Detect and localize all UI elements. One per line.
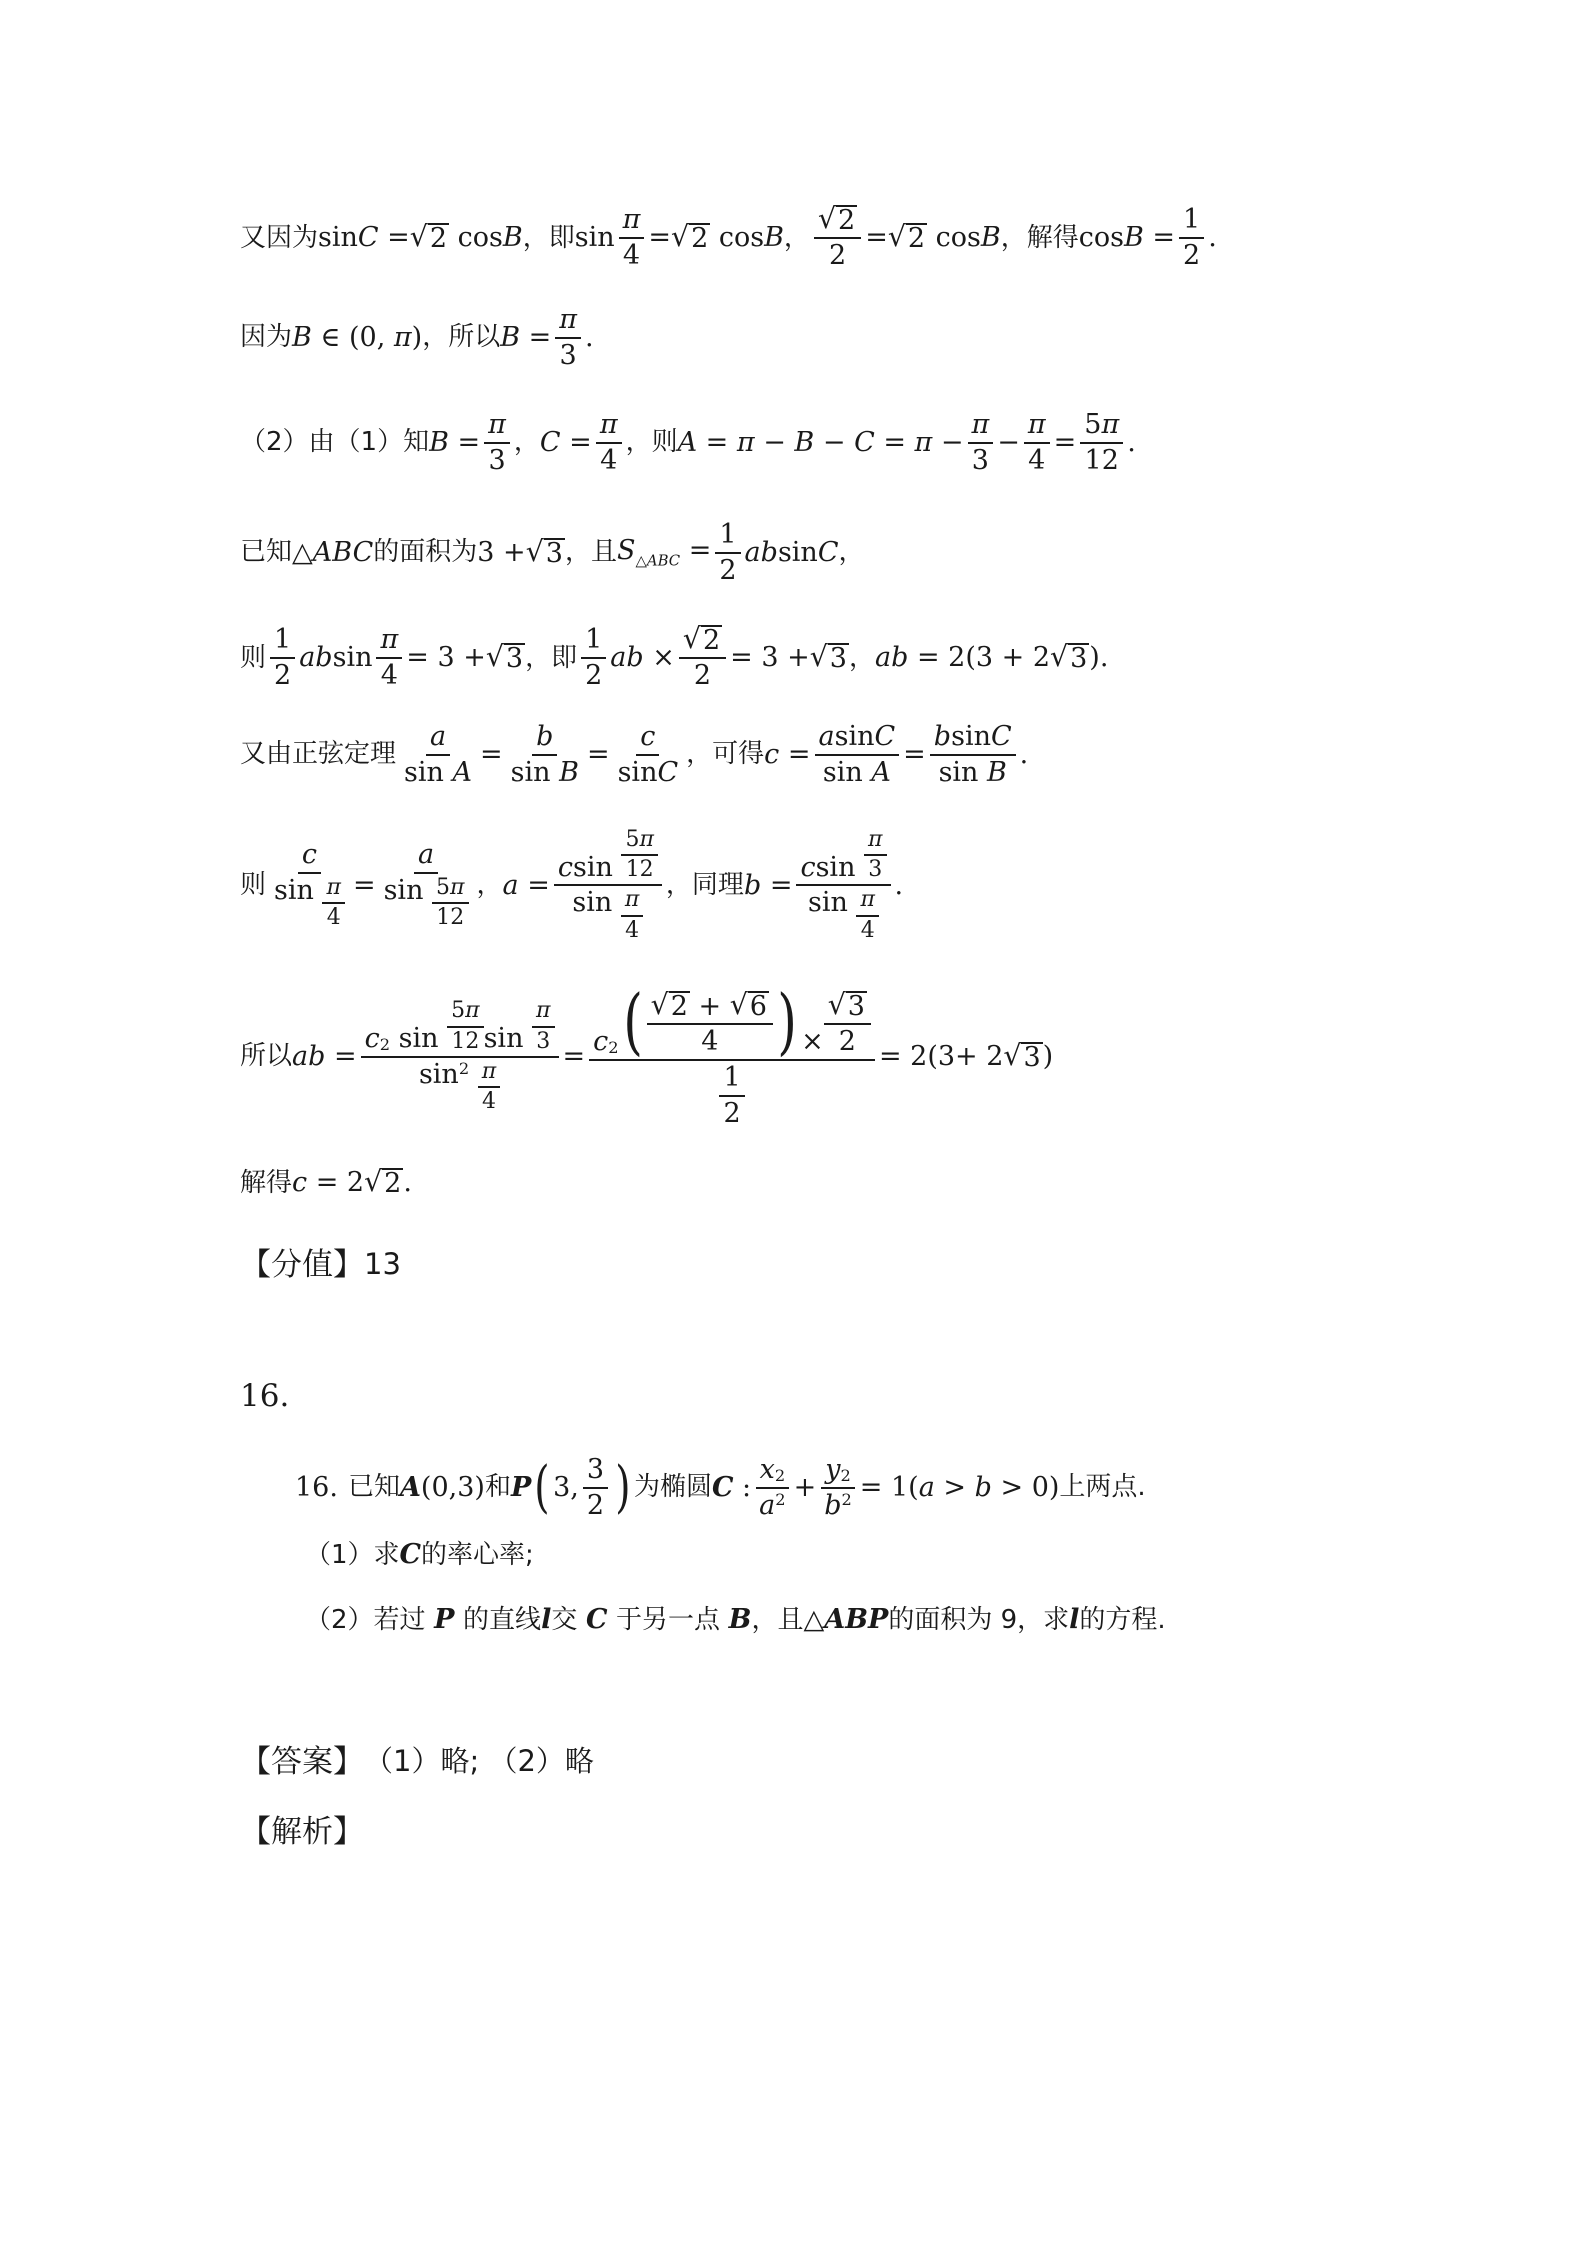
formula: = 2(3+ 2 [878,1040,1004,1072]
fraction: c sin $\frac{\pi}{4}$ [270,840,349,930]
text: ， [848,642,875,673]
text: 所以 [240,1041,293,1072]
solution-line-8: 所以 ab = c $_2$ sin 5 π 12 sin $\frac{\pi}{3}$ sin 2 $\frac{\pi}{4}$ = c $_2$ ( √ 2 + √ 6 4 ) × √ 3 2 $\frac{1}{2}$ = 2(3+ 2 √ 3 ) [240,979,1054,1129]
analysis-label: 【解析】 [240,1814,364,1850]
fraction: $\frac{3}{2}$ [583,1455,608,1520]
fraction: c sin 5 π 12 sin $\frac{\pi}{4}$ [554,828,662,943]
score-line [240,1248,1360,1282]
formula: A = π − B − C = π − [677,426,964,458]
solution-line-1: 又因为 sinC = √ 2 cosB ，即 sin $\frac{\pi}{4}$ = √ 2 cosB ， √ 2 2 = √ 2 cosB ，解得 cosB = $\frac{1}{2}$ . [240,202,1217,272]
text: 交 [551,1604,578,1635]
formula: = 3 + [406,642,486,674]
formula: B = [500,321,552,353]
fraction: c sin C [617,721,679,788]
sqrt: √ 2 [409,219,448,254]
formula: ab = 2(3 + 2 [875,642,1051,674]
formula: ab × [610,642,675,674]
question-part-1 [305,1540,1365,1570]
formula: cosB [927,222,1001,254]
fraction: $\frac{\pi}{3}$ [968,410,994,475]
sqrt: √ 3 [809,639,847,674]
formula: B [728,1604,752,1635]
text: ，即 [522,222,575,253]
text: ，同理 [665,870,744,901]
text: 又由正弦定理 [240,739,397,770]
fraction: a sin 5 π 12 [380,840,473,930]
text: ，则 [625,427,678,458]
sqrt: √ 3 [1003,1038,1041,1073]
text: ， [838,537,865,568]
text: 为椭圆 [633,1472,712,1503]
fraction: a sin A [404,721,472,788]
fraction: $\frac{\pi}{4}$ [619,205,645,270]
solution-line-3: （2）由（1）知 B = $\frac{\pi}{3}$ ， C = $\frac{\pi}{4}$ ，则 A = π − B − C = π − $\frac{\pi}{3}$ − $\frac{\pi}{4}$ = 5 π 12 . [240,409,1136,476]
text: 的率心率; [421,1539,534,1570]
solution-line-2: 因为 B ∈ (0, π) ，所以 B = $\frac{\pi}{3}$ . [240,304,594,371]
sqrt: √ 2 [887,219,926,254]
solution-line-6: 又由正弦定理 a sin A = b sin B = c sin C ，可得 c = a sin C sin A = b sin C sin B . [240,721,1029,788]
fraction: y $_2$ b $^2$ [820,1455,856,1520]
formula: b = [743,869,793,901]
text: 的面积为 [373,537,478,568]
formula: 3 + [477,536,526,568]
fraction: c $_2$ sin 5 π 12 sin $\frac{\pi}{3}$ sin 2 $\frac{\pi}{4}$ [361,999,559,1114]
text: （2）由（1）知 [240,427,430,458]
formula: $S_{\triangle ABC}$ = [616,535,712,570]
formula: = [865,222,888,254]
stem-number: 16. [295,1471,338,1503]
sqrt: √ 2 [671,219,709,254]
formula: B ∈ (0, π) [292,321,423,353]
formula: l [1069,1604,1080,1635]
solution-line-5: 则 $\frac{1}{2}$ absin $\frac{\pi}{4}$ = 3 + √ 3 ，即 $\frac{1}{2}$ ab × √ 2 2 = 3 + √ 3 ， ab = 2(3 + 2 √ 3 ). [240,622,1109,692]
answer-line [240,1745,1360,1779]
fraction: c $_2$ ( √ 2 + √ 6 4 ) × √ 3 2 $\frac{1}{2}$ [589,985,875,1128]
formula: P [510,1471,532,1503]
formula: C = [539,426,592,458]
formula: sinC = [318,222,410,254]
fraction: $\frac{1}{2}$ [1179,205,1204,270]
formula: B = [429,426,481,458]
fraction: √ 2 2 [814,205,861,271]
formula: c = 2 [292,1167,365,1199]
text: 和 [484,1472,511,1503]
text: （2）若过 [305,1604,426,1635]
text: ，所以 [422,322,501,353]
text: ， [513,427,540,458]
text: 的直线 [463,1604,542,1635]
formula: C : [711,1471,752,1503]
fraction: b sin B [510,721,579,788]
score-value: 13 [364,1247,401,1282]
formula: P [434,1604,455,1635]
text: 的方程. [1079,1604,1166,1635]
sqrt: √ 3 [1050,639,1088,674]
solution-line-7: 则 c sin $\frac{\pi}{4}$ = a sin 5 π 12 ， a = c sin 5 π 12 sin $\frac{\pi}{4}$ ，同理 b = c sin $\frac{\pi}{3}$ sin $\frac{\pi}{4}$ . [240,827,904,943]
formula: cosB [710,222,784,254]
text: 于另一点 [616,1604,721,1635]
formula: △ABC [292,536,374,568]
formula: = 3 + [730,642,810,674]
formula: absin [299,642,373,674]
text: 已知 [347,1472,400,1503]
sqrt: √ 3 [485,639,524,674]
sqrt: √ 3 [525,534,563,569]
fraction: 5 π 12 [1080,410,1123,475]
fraction: $\frac{\pi}{4}$ [376,625,402,690]
question-stem: 16. 已知 A(0,3) 和 P ( 3, $\frac{3}{2}$ ) 为椭圆 C : x $_2$ a $^2$ + y $_2$ b $^2$ = 1(a > b > 0) 上两点. [295,1454,1146,1521]
formula: ab = [292,1040,357,1072]
solution-line-9: 解得 c = 2 √ 2 . [240,1165,412,1199]
text: 上两点. [1059,1472,1146,1503]
text: （1）求 [305,1539,400,1570]
fraction: $\frac{\pi}{3}$ [555,305,581,370]
question-part-2 [305,1605,1365,1635]
text: 则 [240,870,267,901]
solution-line-4 [240,520,1360,585]
formula: cosB = [1078,222,1176,254]
text: ，可得 [686,739,765,770]
text: 因为 [240,322,293,353]
formula: △ABP [803,1604,889,1635]
text: ，解得 [1000,222,1079,253]
formula: a = [502,869,550,901]
answer-text: （1）略; （2）略 [364,1744,594,1779]
formula: C [585,1604,608,1635]
formula: sin [574,222,615,254]
fraction: b sin C sin B [930,722,1016,787]
fraction: c sin $\frac{\pi}{3}$ sin $\frac{\pi}{4}$ [796,828,890,943]
answer-label: 【答案】 [240,1744,364,1780]
fraction: $\frac{1}{2}$ [715,520,740,585]
formula: c = [764,738,811,770]
fraction: x $_2$ a $^2$ [755,1455,789,1520]
formula: = 1(a > b > 0) [859,1471,1060,1503]
formula: l [541,1604,552,1635]
text: 则 [240,642,267,673]
text: ，且 [564,537,617,568]
fraction: $\frac{\pi}{4}$ [596,410,622,475]
text: 的面积为 9，求 [888,1604,1070,1635]
formula: C [399,1539,422,1570]
text: 已知 [240,537,293,568]
formula: = [648,222,671,254]
formula: absinC [744,536,839,568]
score-label: 【分值】 [240,1247,364,1283]
text: ，即 [525,642,578,673]
question-number: 16. [240,1378,290,1414]
formula: cosB [449,222,523,254]
fraction: √ 2 2 [679,625,726,691]
text: ， [783,222,810,253]
fraction: $\frac{1}{2}$ [270,625,295,690]
text: 解得 [240,1167,293,1198]
fraction: $\frac{\pi}{4}$ [1024,410,1050,475]
formula: A(0,3) [399,1471,485,1503]
fraction: $\frac{\pi}{3}$ [484,410,510,475]
analysis-line [240,1815,1360,1849]
text: 又因为 [240,222,319,253]
text: ， [476,870,503,901]
fraction: a sin C sin A [815,722,900,787]
sqrt: √ 2 [364,1165,402,1199]
fraction: $\frac{1}{2}$ [581,625,606,690]
text: ，且 [751,1604,804,1635]
